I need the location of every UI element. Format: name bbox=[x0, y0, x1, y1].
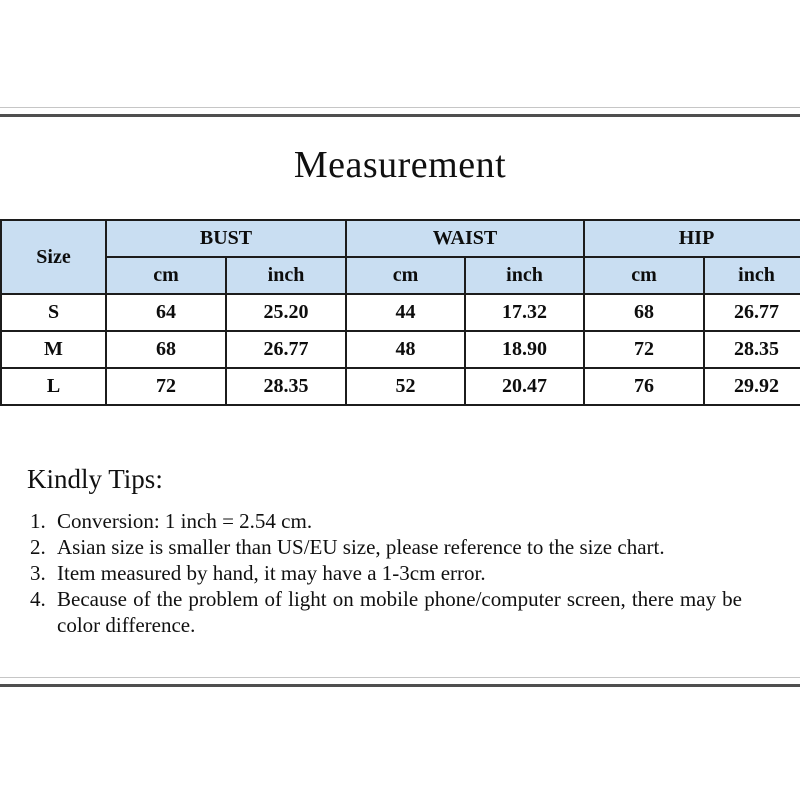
top-divider-light-line bbox=[0, 107, 800, 108]
hip-inch-header: inch bbox=[704, 257, 800, 294]
tip-number: 3. bbox=[30, 561, 46, 585]
waist-inch-header: inch bbox=[465, 257, 584, 294]
tip-text: Asian size is smaller than US/EU size, please reference to the size chart. bbox=[57, 535, 665, 559]
table-cell: 64 bbox=[106, 294, 226, 331]
table-header-row-units bbox=[1, 257, 800, 294]
bottom-divider-dark-line bbox=[0, 684, 800, 687]
table-cell: 29.92 bbox=[704, 368, 800, 405]
tip-text: Item measured by hand, it may have a 1-3cm error. bbox=[57, 561, 486, 585]
tips-heading: Kindly Tips: bbox=[27, 464, 163, 494]
table-cell: 48 bbox=[346, 331, 465, 368]
table-header-row-groups bbox=[1, 220, 800, 257]
table-cell: 52 bbox=[346, 368, 465, 405]
waist-group-header: WAIST bbox=[346, 220, 584, 257]
table-cell: 68 bbox=[106, 331, 226, 368]
size-label: S bbox=[1, 294, 106, 331]
tip-item bbox=[30, 586, 742, 638]
tip-number: 4. bbox=[30, 587, 46, 611]
table-cell: 44 bbox=[346, 294, 465, 331]
size-table bbox=[0, 219, 800, 406]
table-cell: 25.20 bbox=[226, 294, 346, 331]
bottom-divider bbox=[0, 677, 800, 687]
table-row bbox=[1, 294, 800, 331]
table-cell: 26.77 bbox=[704, 294, 800, 331]
size-label: M bbox=[1, 331, 106, 368]
bust-cm-header: cm bbox=[106, 257, 226, 294]
top-divider bbox=[0, 107, 800, 117]
table-cell: 17.32 bbox=[465, 294, 584, 331]
size-column-header: Size bbox=[1, 220, 106, 294]
table-row bbox=[1, 331, 800, 368]
tip-item bbox=[30, 534, 742, 560]
table-cell: 68 bbox=[584, 294, 704, 331]
hip-group-header: HIP bbox=[584, 220, 800, 257]
hip-cm-header: cm bbox=[584, 257, 704, 294]
table-cell: 26.77 bbox=[226, 331, 346, 368]
page-title: Measurement bbox=[293, 144, 507, 186]
tips-list bbox=[30, 508, 742, 638]
tip-text: Conversion: 1 inch = 2.54 cm. bbox=[57, 509, 313, 533]
table-cell: 72 bbox=[106, 368, 226, 405]
table-cell: 18.90 bbox=[465, 331, 584, 368]
table-cell: 28.35 bbox=[704, 331, 800, 368]
table-cell: 72 bbox=[584, 331, 704, 368]
tip-text: Because of the problem of light on mobile phone/computer screen, there may be color difference. bbox=[57, 587, 742, 637]
table-cell: 76 bbox=[584, 368, 704, 405]
bust-group-header: BUST bbox=[106, 220, 346, 257]
waist-cm-header: cm bbox=[346, 257, 465, 294]
tip-number: 2. bbox=[30, 535, 46, 559]
bottom-divider-light-line bbox=[0, 677, 800, 678]
size-label: L bbox=[1, 368, 106, 405]
table-cell: 20.47 bbox=[465, 368, 584, 405]
tip-item bbox=[30, 560, 742, 586]
bust-inch-header: inch bbox=[226, 257, 346, 294]
top-divider-dark-line bbox=[0, 114, 800, 117]
table-row bbox=[1, 368, 800, 405]
tip-number: 1. bbox=[30, 509, 46, 533]
table-cell: 28.35 bbox=[226, 368, 346, 405]
size-table-grid bbox=[0, 219, 800, 406]
tip-item bbox=[30, 508, 742, 534]
